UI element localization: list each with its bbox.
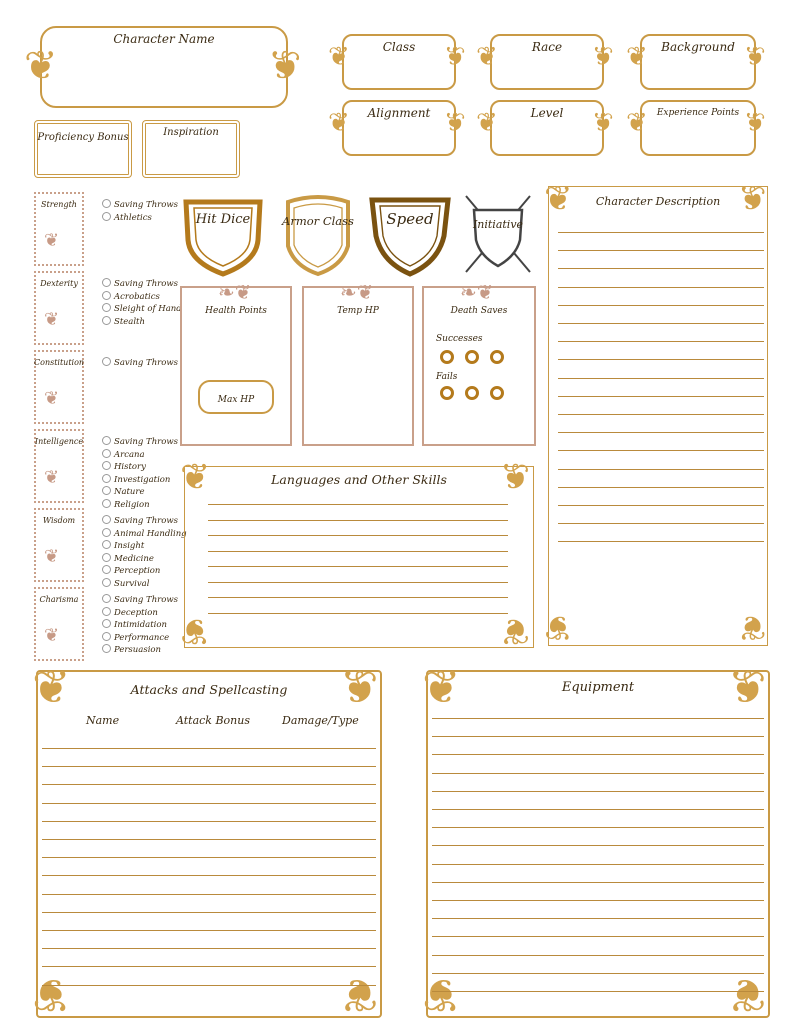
writing-line[interactable] xyxy=(558,250,764,251)
writing-line[interactable] xyxy=(558,232,764,233)
writing-line[interactable] xyxy=(432,991,764,992)
alignment-label: Alignment xyxy=(367,106,431,120)
race-ornament-left: ❦ xyxy=(476,42,498,72)
fail-ring-2[interactable] xyxy=(465,386,479,400)
level-ornament-right: ❦ xyxy=(592,108,614,138)
languages-corner-bl: ❦ xyxy=(180,610,211,651)
equipment-title: Equipment xyxy=(561,680,635,695)
writing-line[interactable] xyxy=(42,821,376,822)
speed-label: Speed xyxy=(386,210,434,228)
proficiency-checkbox[interactable] xyxy=(102,199,111,208)
death-top-ornament: ❧❦ xyxy=(460,280,494,304)
writing-line[interactable] xyxy=(558,450,764,451)
proficiency-checkbox[interactable] xyxy=(102,212,111,221)
skill-label: Intimidation xyxy=(114,620,167,631)
equipment-corner-tl: ❦ xyxy=(422,660,461,714)
skill-row[interactable] xyxy=(102,619,167,630)
writing-line[interactable] xyxy=(432,754,764,755)
ability-name: Dexterity xyxy=(40,279,78,288)
ability-name: Intelligence xyxy=(34,437,84,446)
writing-line[interactable] xyxy=(558,469,764,470)
skill-label: Saving Throws xyxy=(114,358,178,368)
writing-line[interactable] xyxy=(42,748,376,749)
writing-line[interactable] xyxy=(42,766,376,767)
writing-line[interactable] xyxy=(42,839,376,840)
writing-line[interactable] xyxy=(432,973,764,974)
background-ornament-right: ❦ xyxy=(744,42,766,72)
skill-label: Medicine xyxy=(114,553,154,564)
experience-points-label: Experience Points xyxy=(656,108,740,118)
writing-line[interactable] xyxy=(208,597,508,598)
writing-line[interactable] xyxy=(558,341,764,342)
writing-line[interactable] xyxy=(432,882,764,883)
hit-dice-label: Hit Dice xyxy=(195,212,251,227)
skill-row[interactable] xyxy=(102,436,178,447)
writing-line[interactable] xyxy=(432,718,764,719)
skill-row[interactable] xyxy=(102,486,145,497)
attacks-corner-bl: ❦ xyxy=(32,968,71,1022)
proficiency-checkbox[interactable] xyxy=(102,553,111,562)
proficiency-checkbox[interactable] xyxy=(102,578,111,587)
ability-ornament: ❦ xyxy=(44,230,60,251)
ability-name: Constitution xyxy=(34,358,85,367)
skill-label: History xyxy=(114,462,146,473)
writing-line[interactable] xyxy=(432,900,764,901)
max-hp-label: Max HP xyxy=(217,395,255,405)
equipment-corner-bl: ❦ xyxy=(422,968,461,1022)
proficiency-checkbox[interactable] xyxy=(102,499,111,508)
skill-row[interactable] xyxy=(102,291,160,302)
writing-line[interactable] xyxy=(208,551,508,552)
fail-ring-3[interactable] xyxy=(490,386,504,400)
ability-name: Charisma xyxy=(39,595,79,604)
level-label: Level xyxy=(530,106,564,120)
skill-label: Investigation xyxy=(114,474,171,485)
proficiency-checkbox[interactable] xyxy=(102,357,111,366)
skill-row[interactable] xyxy=(102,474,170,485)
writing-line[interactable] xyxy=(558,487,764,488)
skill-row[interactable] xyxy=(102,515,178,526)
writing-line[interactable] xyxy=(558,414,764,415)
writing-line[interactable] xyxy=(42,857,376,858)
languages-corner-tl: ❦ xyxy=(180,457,211,498)
proficiency-checkbox[interactable] xyxy=(102,316,111,325)
ability-name: Wisdom xyxy=(42,516,76,525)
skill-row[interactable] xyxy=(102,528,187,539)
skill-label: Arcana xyxy=(114,449,145,460)
writing-line[interactable] xyxy=(558,523,764,524)
description-corner-bl: ❦ xyxy=(544,607,573,647)
writing-line[interactable] xyxy=(42,930,376,931)
success-ring-2[interactable] xyxy=(465,350,479,364)
success-ring-3[interactable] xyxy=(490,350,504,364)
class-ornament-left: ❦ xyxy=(328,42,350,72)
writing-line[interactable] xyxy=(558,323,764,324)
equipment-corner-br: ❦ xyxy=(728,968,767,1022)
fails-label: Fails xyxy=(436,372,458,382)
writing-line[interactable] xyxy=(42,948,376,949)
level-ornament-left: ❦ xyxy=(476,108,498,138)
armor-class-label: Armor Class xyxy=(282,214,354,228)
writing-line[interactable] xyxy=(432,736,764,737)
skill-row[interactable] xyxy=(102,212,152,223)
inspiration-label: Inspiration xyxy=(163,127,219,138)
writing-line[interactable] xyxy=(42,894,376,895)
writing-line[interactable] xyxy=(558,359,764,360)
initiative-label: Initiative xyxy=(472,218,524,231)
languages-box[interactable] xyxy=(184,466,534,651)
writing-line[interactable] xyxy=(432,845,764,846)
writing-line[interactable] xyxy=(432,827,764,828)
writing-line[interactable] xyxy=(432,864,764,865)
skill-label: Religion xyxy=(114,500,150,510)
alignment-ornament-right: ❦ xyxy=(444,108,466,138)
skill-row[interactable] xyxy=(102,565,160,576)
attacks-corner-tl: ❦ xyxy=(32,660,71,714)
skill-row[interactable] xyxy=(102,499,150,510)
ability-ornament: ❦ xyxy=(44,388,60,409)
writing-line[interactable] xyxy=(558,432,764,433)
proficiency-checkbox[interactable] xyxy=(102,565,111,574)
description-corner-tl: ❦ xyxy=(544,179,573,219)
skill-row[interactable] xyxy=(102,449,145,460)
skill-row[interactable] xyxy=(102,316,145,327)
skill-row[interactable] xyxy=(102,607,158,618)
character-name-label: Character Name xyxy=(113,32,215,46)
attacks-col-name: Name xyxy=(86,714,120,727)
scroll-ornament-right: ❦ xyxy=(268,43,302,89)
skill-label: Persuasion xyxy=(114,645,162,656)
writing-line[interactable] xyxy=(432,791,764,792)
skill-row[interactable] xyxy=(102,303,182,314)
writing-line[interactable] xyxy=(208,504,508,505)
skill-label: Saving Throws xyxy=(114,595,178,605)
proficiency-checkbox[interactable] xyxy=(102,515,111,524)
skill-label: Insight xyxy=(114,541,145,552)
equipment-box[interactable] xyxy=(426,670,770,1022)
skill-row[interactable] xyxy=(102,594,178,605)
skill-row[interactable] xyxy=(102,644,161,655)
ability-name: Strength xyxy=(41,200,77,209)
proficiency-checkbox[interactable] xyxy=(102,486,111,495)
writing-line[interactable] xyxy=(42,875,376,876)
writing-line[interactable] xyxy=(558,305,764,306)
proficiency-checkbox[interactable] xyxy=(102,540,111,549)
proficiency-bonus-box[interactable] xyxy=(34,120,132,178)
class-label: Class xyxy=(382,40,416,54)
languages-corner-tr: ❦ xyxy=(500,457,531,498)
writing-line[interactable] xyxy=(42,985,376,986)
languages-title: Languages and Other Skills xyxy=(271,472,447,487)
experience-ornament-left: ❦ xyxy=(626,108,648,138)
success-ring-1[interactable] xyxy=(440,350,454,364)
writing-line[interactable] xyxy=(208,535,508,536)
skill-row[interactable] xyxy=(102,553,154,564)
skill-row[interactable] xyxy=(102,357,178,368)
writing-line[interactable] xyxy=(432,936,764,937)
proficiency-checkbox[interactable] xyxy=(102,644,111,653)
writing-line[interactable] xyxy=(432,809,764,810)
writing-line[interactable] xyxy=(432,918,764,919)
ability-ornament: ❦ xyxy=(44,625,60,646)
race-label: Race xyxy=(531,40,563,54)
skill-label: Saving Throws xyxy=(114,437,178,447)
writing-line[interactable] xyxy=(42,912,376,913)
successes-label: Successes xyxy=(436,334,483,344)
writing-line[interactable] xyxy=(208,566,508,567)
attacks-corner-tr: ❦ xyxy=(340,660,379,714)
proficiency-checkbox[interactable] xyxy=(102,474,111,483)
proficiency-checkbox[interactable] xyxy=(102,619,111,628)
skill-row[interactable] xyxy=(102,199,178,210)
background-ornament-left: ❦ xyxy=(626,42,648,72)
proficiency-checkbox[interactable] xyxy=(102,449,111,458)
skill-label: Acrobatics xyxy=(114,291,160,302)
skill-label: Deception xyxy=(114,607,158,618)
languages-corner-br: ❦ xyxy=(500,610,531,651)
ability-ornament: ❦ xyxy=(44,309,60,330)
attacks-col-bonus: Attack Bonus xyxy=(176,714,250,727)
fail-ring-1[interactable] xyxy=(440,386,454,400)
skill-row[interactable] xyxy=(102,632,169,643)
health-points-label: Health Points xyxy=(205,306,267,316)
scroll-ornament-left: ❦ xyxy=(24,43,58,89)
proficiency-checkbox[interactable] xyxy=(102,278,111,287)
skill-label: Nature xyxy=(114,487,145,498)
description-corner-tr: ❦ xyxy=(738,179,767,219)
writing-line[interactable] xyxy=(558,378,764,379)
writing-line[interactable] xyxy=(42,966,376,967)
temp-top-ornament: ❧❦ xyxy=(340,280,374,304)
armor-class-shield[interactable] xyxy=(278,190,358,278)
skill-row[interactable] xyxy=(102,578,149,589)
writing-line[interactable] xyxy=(208,520,508,521)
character-description-title: Character Description xyxy=(595,195,721,208)
ability-ornament: ❦ xyxy=(44,467,60,488)
initiative-shield[interactable] xyxy=(460,192,536,278)
attacks-title: Attacks and Spellcasting xyxy=(130,682,288,697)
race-ornament-right: ❦ xyxy=(592,42,614,72)
writing-line[interactable] xyxy=(558,396,764,397)
writing-line[interactable] xyxy=(558,541,764,542)
skill-label: Performance xyxy=(114,632,170,643)
equipment-corner-tr: ❦ xyxy=(728,660,767,714)
writing-line[interactable] xyxy=(558,268,764,269)
proficiency-checkbox[interactable] xyxy=(102,303,111,312)
skill-label: Athletics xyxy=(114,212,152,223)
class-ornament-right: ❦ xyxy=(444,42,466,72)
background-label: Background xyxy=(661,40,735,54)
proficiency-checkbox[interactable] xyxy=(102,291,111,300)
skill-label: Saving Throws xyxy=(114,516,178,526)
skill-row[interactable] xyxy=(102,540,144,551)
attacks-corner-br: ❦ xyxy=(340,968,379,1022)
writing-line[interactable] xyxy=(208,613,508,614)
proficiency-checkbox[interactable] xyxy=(102,528,111,537)
skill-label: Animal Handling xyxy=(114,528,187,539)
writing-line[interactable] xyxy=(42,784,376,785)
proficiency-checkbox[interactable] xyxy=(102,607,111,616)
experience-ornament-right: ❦ xyxy=(744,108,766,138)
proficiency-checkbox[interactable] xyxy=(102,461,111,470)
ability-ornament: ❦ xyxy=(44,546,60,567)
writing-line[interactable] xyxy=(432,955,764,956)
proficiency-checkbox[interactable] xyxy=(102,436,111,445)
description-corner-br: ❦ xyxy=(738,607,767,647)
writing-line[interactable] xyxy=(558,287,764,288)
writing-line[interactable] xyxy=(432,773,764,774)
skill-label: Sleight of Hand xyxy=(114,304,182,315)
writing-line[interactable] xyxy=(558,505,764,506)
attacks-col-damage: Damage/Type xyxy=(282,714,359,727)
proficiency-checkbox[interactable] xyxy=(102,594,111,603)
skill-label: Stealth xyxy=(114,316,145,327)
proficiency-checkbox[interactable] xyxy=(102,632,111,641)
skill-row[interactable] xyxy=(102,461,146,472)
health-top-ornament: ❧❦ xyxy=(218,280,252,304)
proficiency-bonus-label: Proficiency Bonus xyxy=(37,132,129,143)
death-saves-label: Death Saves xyxy=(450,306,508,316)
character-description-box[interactable] xyxy=(548,186,768,646)
writing-line[interactable] xyxy=(42,803,376,804)
skill-label: Perception xyxy=(114,566,161,577)
skill-label: Saving Throws xyxy=(114,279,178,289)
skill-row[interactable] xyxy=(102,278,178,289)
hit-dice-shield[interactable] xyxy=(180,192,266,278)
temp-hp-label: Temp HP xyxy=(337,306,379,316)
alignment-ornament-left: ❦ xyxy=(328,108,350,138)
skill-label: Saving Throws xyxy=(114,200,178,210)
speed-shield[interactable] xyxy=(368,192,452,278)
writing-line[interactable] xyxy=(208,582,508,583)
skill-label: Survival xyxy=(114,579,150,589)
